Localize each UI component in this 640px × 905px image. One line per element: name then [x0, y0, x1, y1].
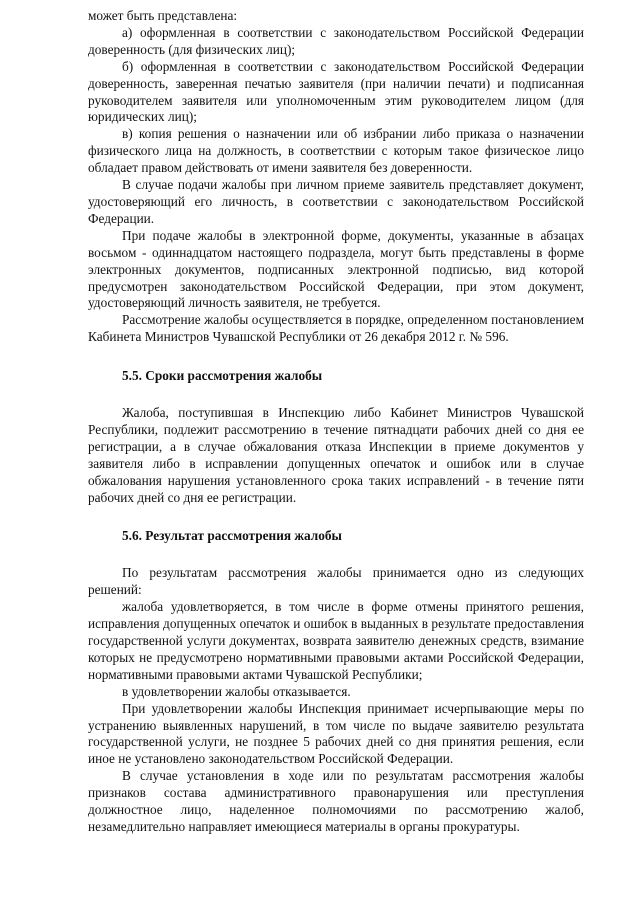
list-item-b: б) оформленная в соответствии с законодательством Российской Федерации доверенность, заверенная печатью заявителя (при наличии печати) и подписанная руководителем заявителя или уполномоченным этим руководителем лицом (для юридических лиц);: [88, 58, 584, 125]
list-item-a: а) оформленная в соответствии с законодательством Российской Федерации доверенность (для физических лиц);: [88, 24, 584, 57]
section-5-6-intro: По результатам рассмотрения жалобы принимается одно из следующих решений:: [88, 565, 584, 598]
document-page: [88, 8, 584, 836]
section-5-6-text-1: При удовлетворении жалобы Инспекция принимает исчерпывающие меры по устранению выявленных нарушений, в том числе по выдаче заявителю результата государственной услуги, не позднее 5 рабочих дней со дня принятия решения, если иное не установлено законодательством Российской Федерации.: [88, 700, 584, 767]
decision-option-refused: в удовлетворении жалобы отказывается.: [122, 683, 351, 699]
section-5-6-text-2: В случае установления в ходе или по результатам рассмотрения жалобы признаков состава административного правонарушения или преступления должностное лицо, наделенное полномочиями по рассмотрению жалоб, незамедлительно направляет имеющиеся материалы в органы прокуратуры.: [88, 768, 584, 834]
paragraph-electronic-form: При подаче жалобы в электронной форме, документы, указанные в абзацах восьмом - одиннадцатом настоящего подраздела, могут быть представлены в форме электронных документов, подписанных электронной подписью, вид которой предусмотрен законодательством Российской Федерации, при этом документ, удостоверяющий личность заявителя, не требуется.: [88, 227, 584, 311]
paragraph-personal-reception: В случае подачи жалобы при личном приеме заявитель представляет документ, удостоверяющий его личность, в соответствии с законодательством Российской Федерации.: [88, 177, 584, 226]
section-5-5-text: Жалоба, поступившая в Инспекцию либо Кабинет Министров Чувашской Республики, подлежит рассмотрению в течение пятнадцати рабочих дней со дня ее регистрации, а в случае обжалования отказа Инспекции в приеме документов у заявителя либо в исправлении допущенных опечаток и ошибок или в случае обжалования нарушения установленного срока таких исправлений - в течение пяти рабочих дней со дня ее регистрации.: [88, 405, 584, 505]
section-heading-5-6: 5.6. Результат рассмотрения жалобы: [122, 528, 342, 544]
paragraph-review-procedure: Рассмотрение жалобы осуществляется в порядке, определенном постановлением Кабинета Министров Чувашской Республики от 26 декабря 2012 г. № 596.: [88, 312, 584, 345]
decision-option-satisfied: жалоба удовлетворяется, в том числе в форме отмены принятого решения, исправления допущенных опечаток и ошибок в выданных в результате предоставления государственной услуги документах, возврата заявителю денежных средств, взимание которых не предусмотрено нормативными правовыми актами Российской Федерации, нормативными правовыми актами Чувашской Республики;: [88, 599, 584, 682]
list-item-c: в) копия решения о назначении или об избрании либо приказа о назначении физического лица на должность, в соответствии с которым такое физическое лицо обладает правом действовать от имени заявителя без доверенности.: [88, 126, 584, 176]
intro-line: может быть представлена:: [88, 8, 238, 23]
section-heading-5-5: 5.5. Сроки рассмотрения жалобы: [122, 368, 323, 384]
